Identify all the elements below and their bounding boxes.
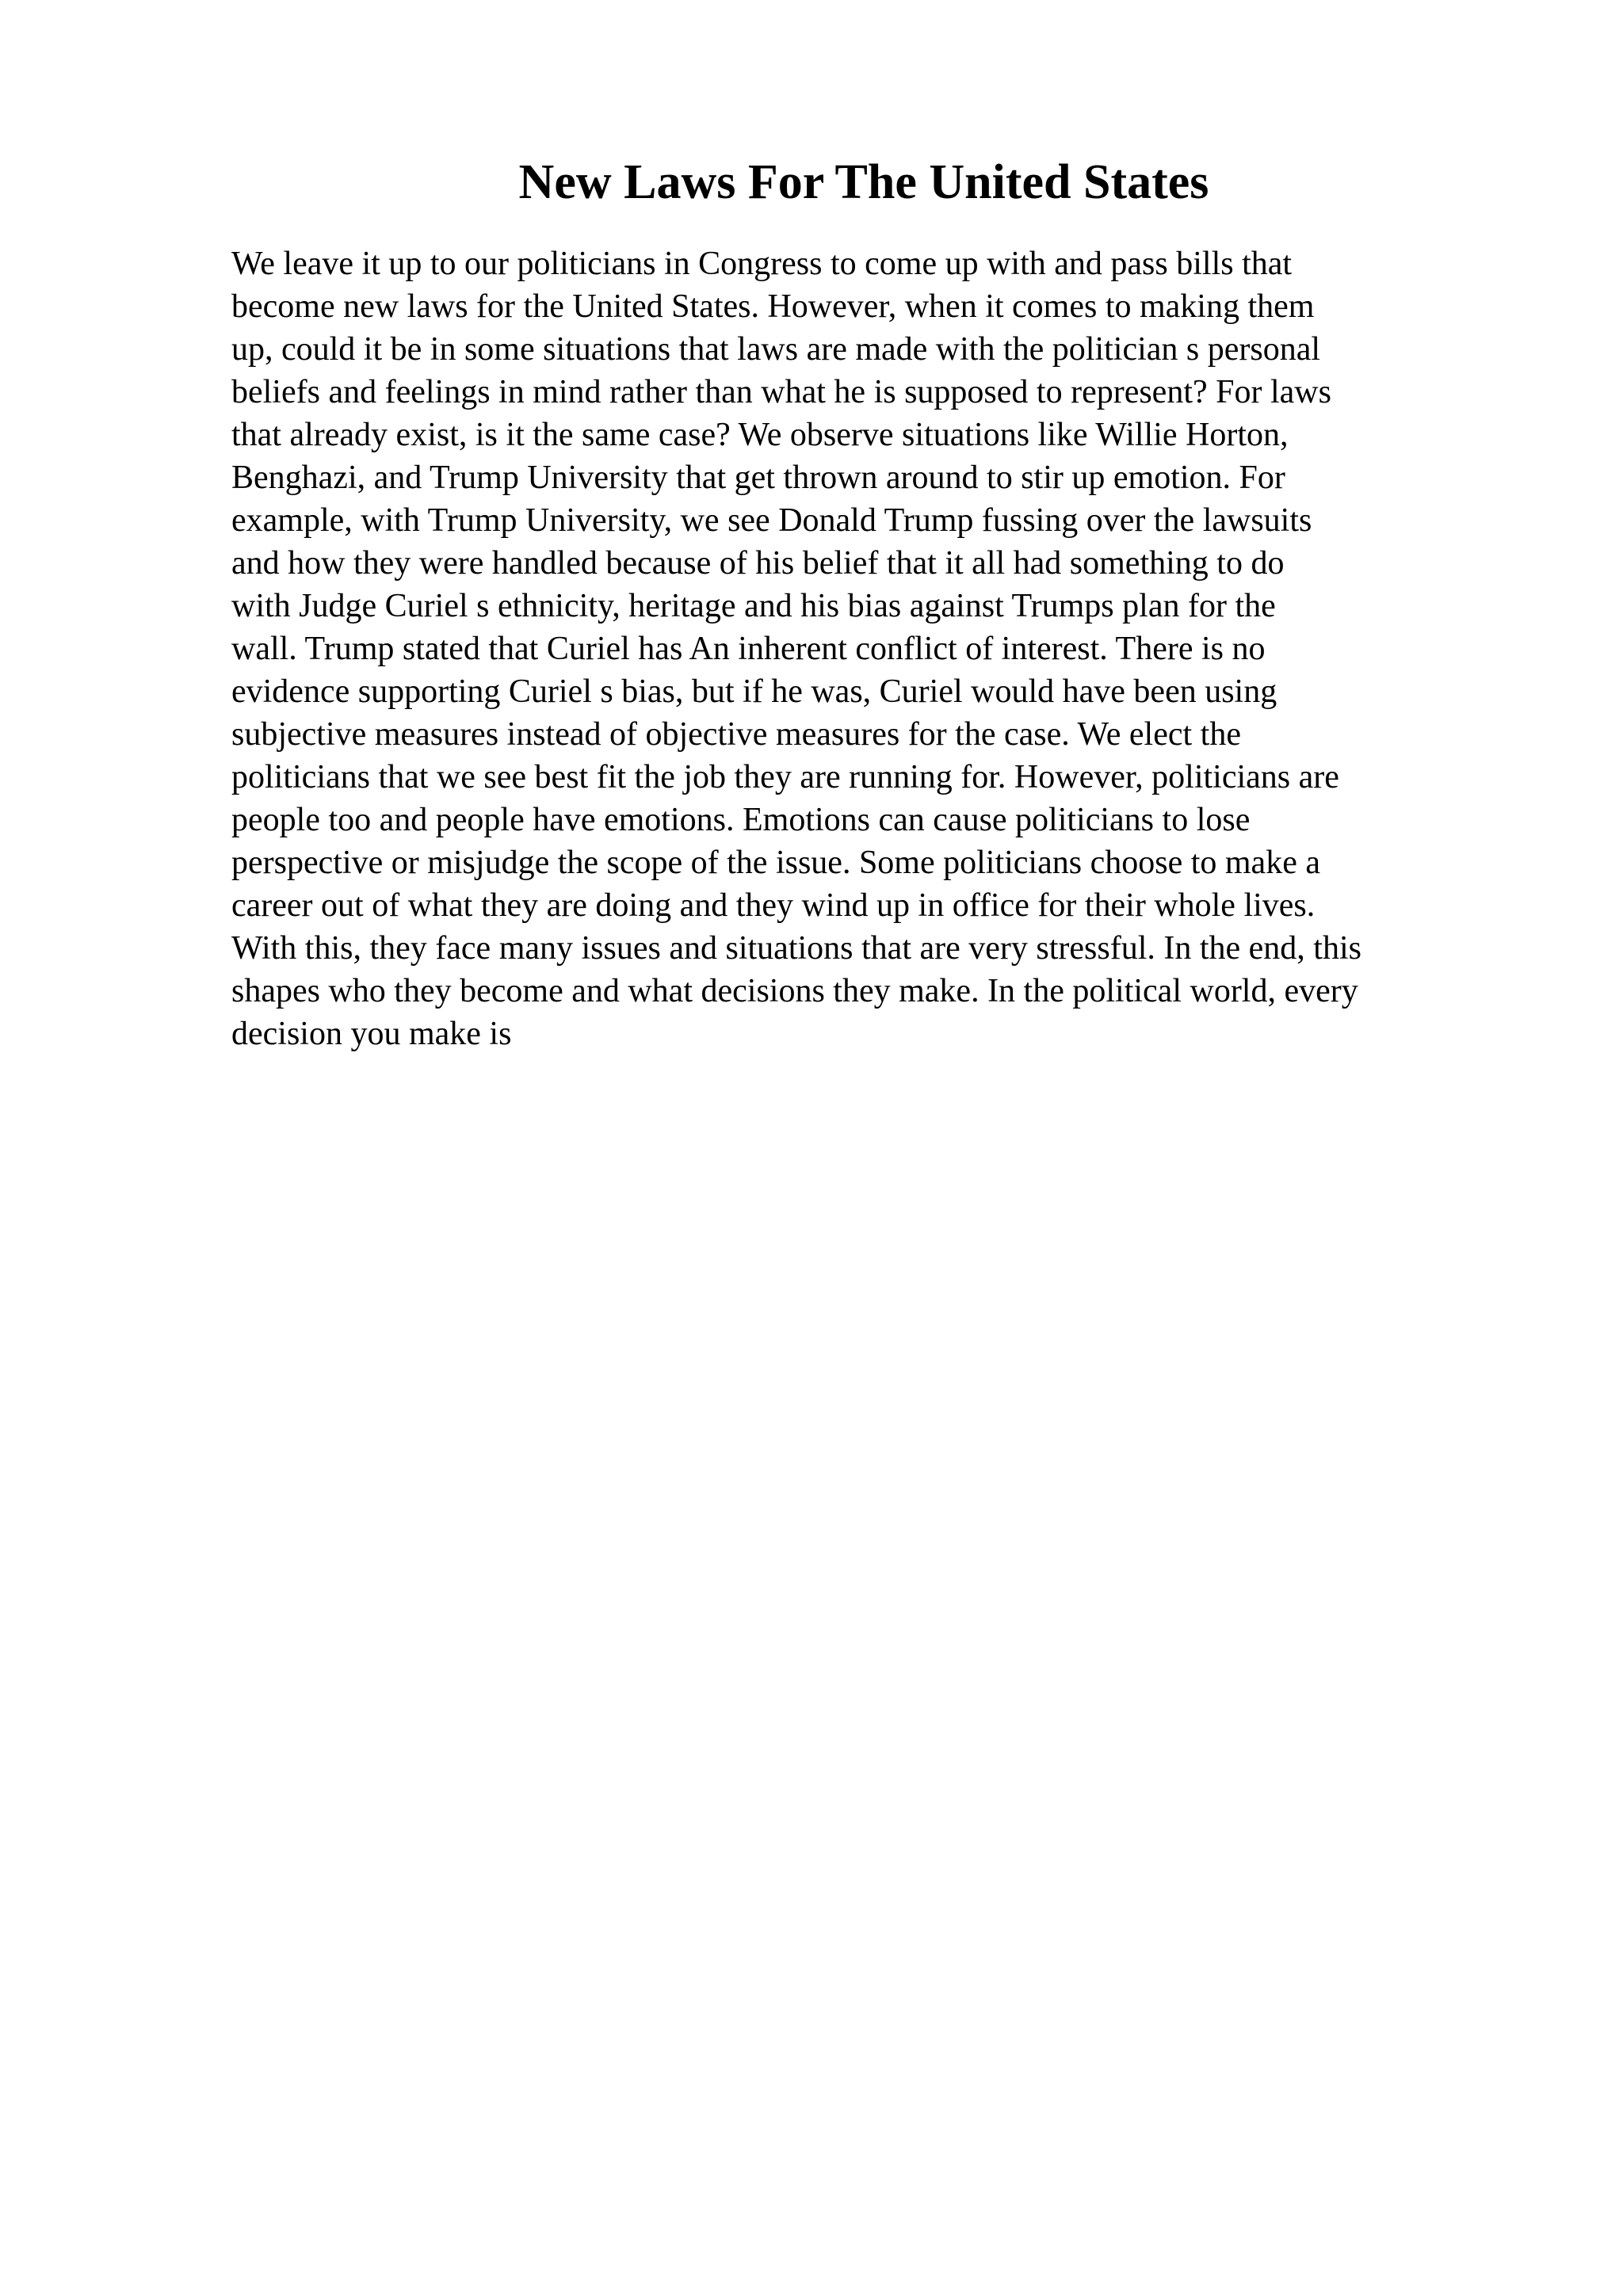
body-line: subjective measures instead of objective measures for the case. We elect the [231, 716, 1241, 753]
document-body [231, 242, 1594, 1055]
body-line: We leave it up to our politicians in Congress to come up with and pass bills that [231, 246, 1293, 282]
body-line: politicians that we see best fit the job they are running for. However, politicians are [231, 759, 1339, 795]
body-line: example, with Trump University, we see Donald Trump fussing over the lawsuits [231, 502, 1312, 539]
document-title: New Laws For The United States [518, 155, 1209, 209]
body-line: wall. Trump stated that Curiel has An inherent conflict of interest. There is no [231, 631, 1266, 667]
body-line: become new laws for the United States. However, when it comes to making them [231, 288, 1315, 325]
body-line: evidence supporting Curiel s bias, but if he was, Curiel would have been using [231, 673, 1277, 710]
body-line: Benghazi, and Trump University that get thrown around to stir up emotion. For [231, 460, 1285, 496]
body-line: up, could it be in some situations that laws are made with the politician s personal [231, 331, 1321, 368]
body-line: and how they were handled because of his belief that it all had something to do [231, 545, 1285, 582]
body-line: shapes who they become and what decisions they make. In the political world, every [231, 973, 1358, 1009]
body-line: that already exist, is it the same case? We observe situations like Willie Horton, [231, 417, 1289, 453]
body-line: people too and people have emotions. Emotions can cause politicians to lose [231, 802, 1251, 838]
body-line: beliefs and feelings in mind rather than what he is supposed to represent? For laws [231, 374, 1331, 410]
body-line: decision you make is [231, 1016, 512, 1052]
body-line: career out of what they are doing and they wind up in office for their whole lives. [231, 887, 1316, 924]
body-line: With this, they face many issues and situations that are very stressful. In the end, this [231, 930, 1361, 967]
body-line: with Judge Curiel s ethnicity, heritage and his bias against Trumps plan for the [231, 588, 1276, 624]
body-line: perspective or misjudge the scope of the issue. Some politicians choose to make a [231, 845, 1320, 881]
